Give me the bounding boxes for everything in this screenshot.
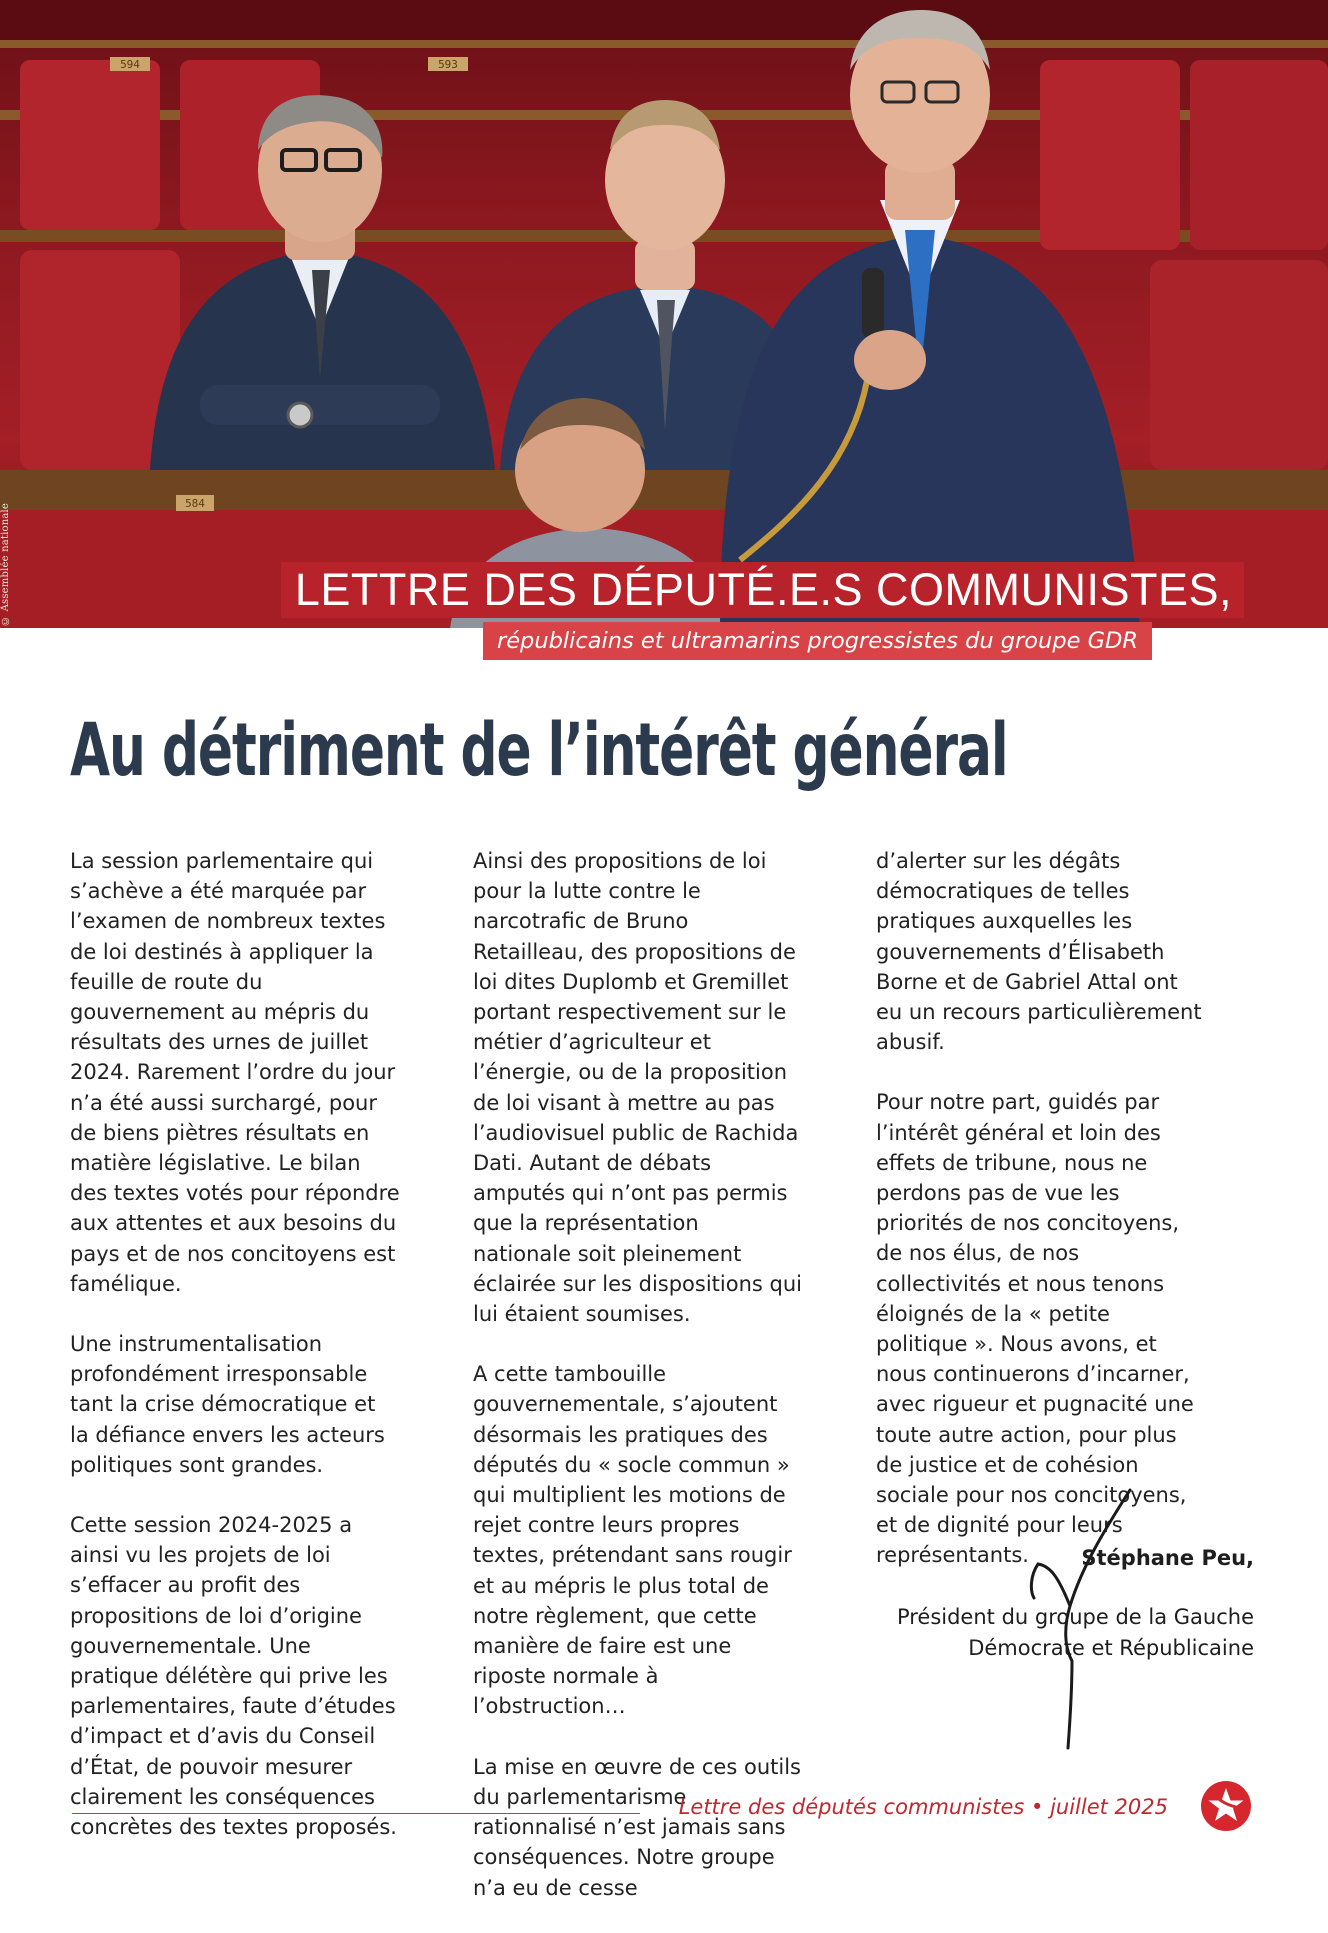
paragraph: A cette tambouille gouvernementale, s’ajoutent désormais les pratiques des députés du « socle commun » qui multiplient les motions de rejet contre leurs propres textes, prétendant sans rougir et au mépris le plus total de notre règlement, que cette manière de faire est une riposte normale à l’obstruction… bbox=[473, 1362, 792, 1719]
paragraph: d’alerter sur les dégâts démocratiques de telles pratiques auxquelles les gouvernements d’Élisabeth Borne et de Gabriel Attal ont eu un recours particulièrement abusif. bbox=[876, 849, 1202, 1055]
paragraph: Une instrumentalisation profondément irresponsable tant la crise démocratique et la défiance envers les acteurs politiques sont grandes. bbox=[70, 1332, 385, 1477]
paragraph: Pour notre part, guidés par l’intérêt général et loin des effets de tribune, nous ne perdons pas de vue les priorités de nos concitoyens, de nos élus, de nos collectivités et nous tenons éloignés de la « petite politique ». Nous avons, et nous continuerons d’incarner, avec rigueur et pugnacité une toute autre action, pour plus de justice et de cohésion sociale pour nos concitoyens, et de dignité pour leurs représentants. bbox=[876, 1090, 1194, 1568]
paragraph: La session parlementaire qui s’achève a été marquée par l’examen de nombreux textes de loi destinés à appliquer la feuille de route du gouvernement au mépris du résultats des urnes de juillet 2024. Rarement l’ordre du jour n’a été aussi surchargé, pour de biens piètres résultats en matière législative. Le bilan des textes votés pour répondre aux attentes et aux besoins du pays et de nos concitoyens est famélique. bbox=[70, 849, 400, 1296]
footer-text: Lettre des députés communistes • juillet 2025 bbox=[678, 1795, 1168, 1819]
party-star-logo-icon bbox=[1200, 1780, 1252, 1832]
seat-number-593: 593 bbox=[438, 58, 458, 71]
masthead-title: LETTRE DES DÉPUTÉ.E.S COMMUNISTES, bbox=[281, 562, 1244, 618]
hero-photo bbox=[0, 0, 1328, 628]
paragraph: Cette session 2024-2025 a ainsi vu les projets de loi s’effacer au profit des propositions de loi d’origine gouvernementale. Une pratique délétère qui prive les parlementaires, faute d’études d’impact et d’avis du Conseil d’État, de pouvoir mesurer clairement les conséquences concrètes des textes proposés. bbox=[70, 1513, 397, 1840]
signatory-name: Stéphane Peu, bbox=[1081, 1546, 1254, 1570]
seat-number-584: 584 bbox=[185, 497, 205, 510]
signatory-role-line-2: Démocrate et Républicaine bbox=[968, 1636, 1254, 1660]
signatory-role bbox=[897, 1602, 1254, 1664]
article-column-2 bbox=[473, 846, 803, 1933]
masthead-subtitle: républicains et ultramarins progressistes du groupe GDR bbox=[483, 622, 1152, 660]
paragraph: La mise en œuvre de ces outils du parlementarisme rationnalisé n’est jamais sans conséquences. Notre groupe n’a eu de cesse bbox=[473, 1754, 801, 1900]
photo-credit: © Assemblée nationale bbox=[0, 502, 11, 626]
signatory-role-line-1: Président du groupe de la Gauche bbox=[896, 1605, 1254, 1629]
footer-rule bbox=[72, 1813, 640, 1814]
article-headline: Au détriment de l’intérêt général bbox=[70, 708, 1008, 793]
hero-photo-illustration bbox=[0, 0, 1328, 628]
article-column-1 bbox=[70, 846, 400, 1872]
seat-number-594: 594 bbox=[120, 58, 140, 71]
paragraph: Ainsi des propositions de loi pour la lutte contre le narcotrafic de Bruno Retailleau, des propositions de loi dites Duplomb et Gremillet portant respectivement sur le métier d’agriculteur et l’énergie, ou de la proposition de loi visant à mettre au pas l’audiovisuel public de Rachida Dati. Autant de débats amputés qui n’ont pas permis que la représentation nationale soit pleinement éclairée sur les dispositions qui lui étaient soumises. bbox=[473, 849, 802, 1327]
